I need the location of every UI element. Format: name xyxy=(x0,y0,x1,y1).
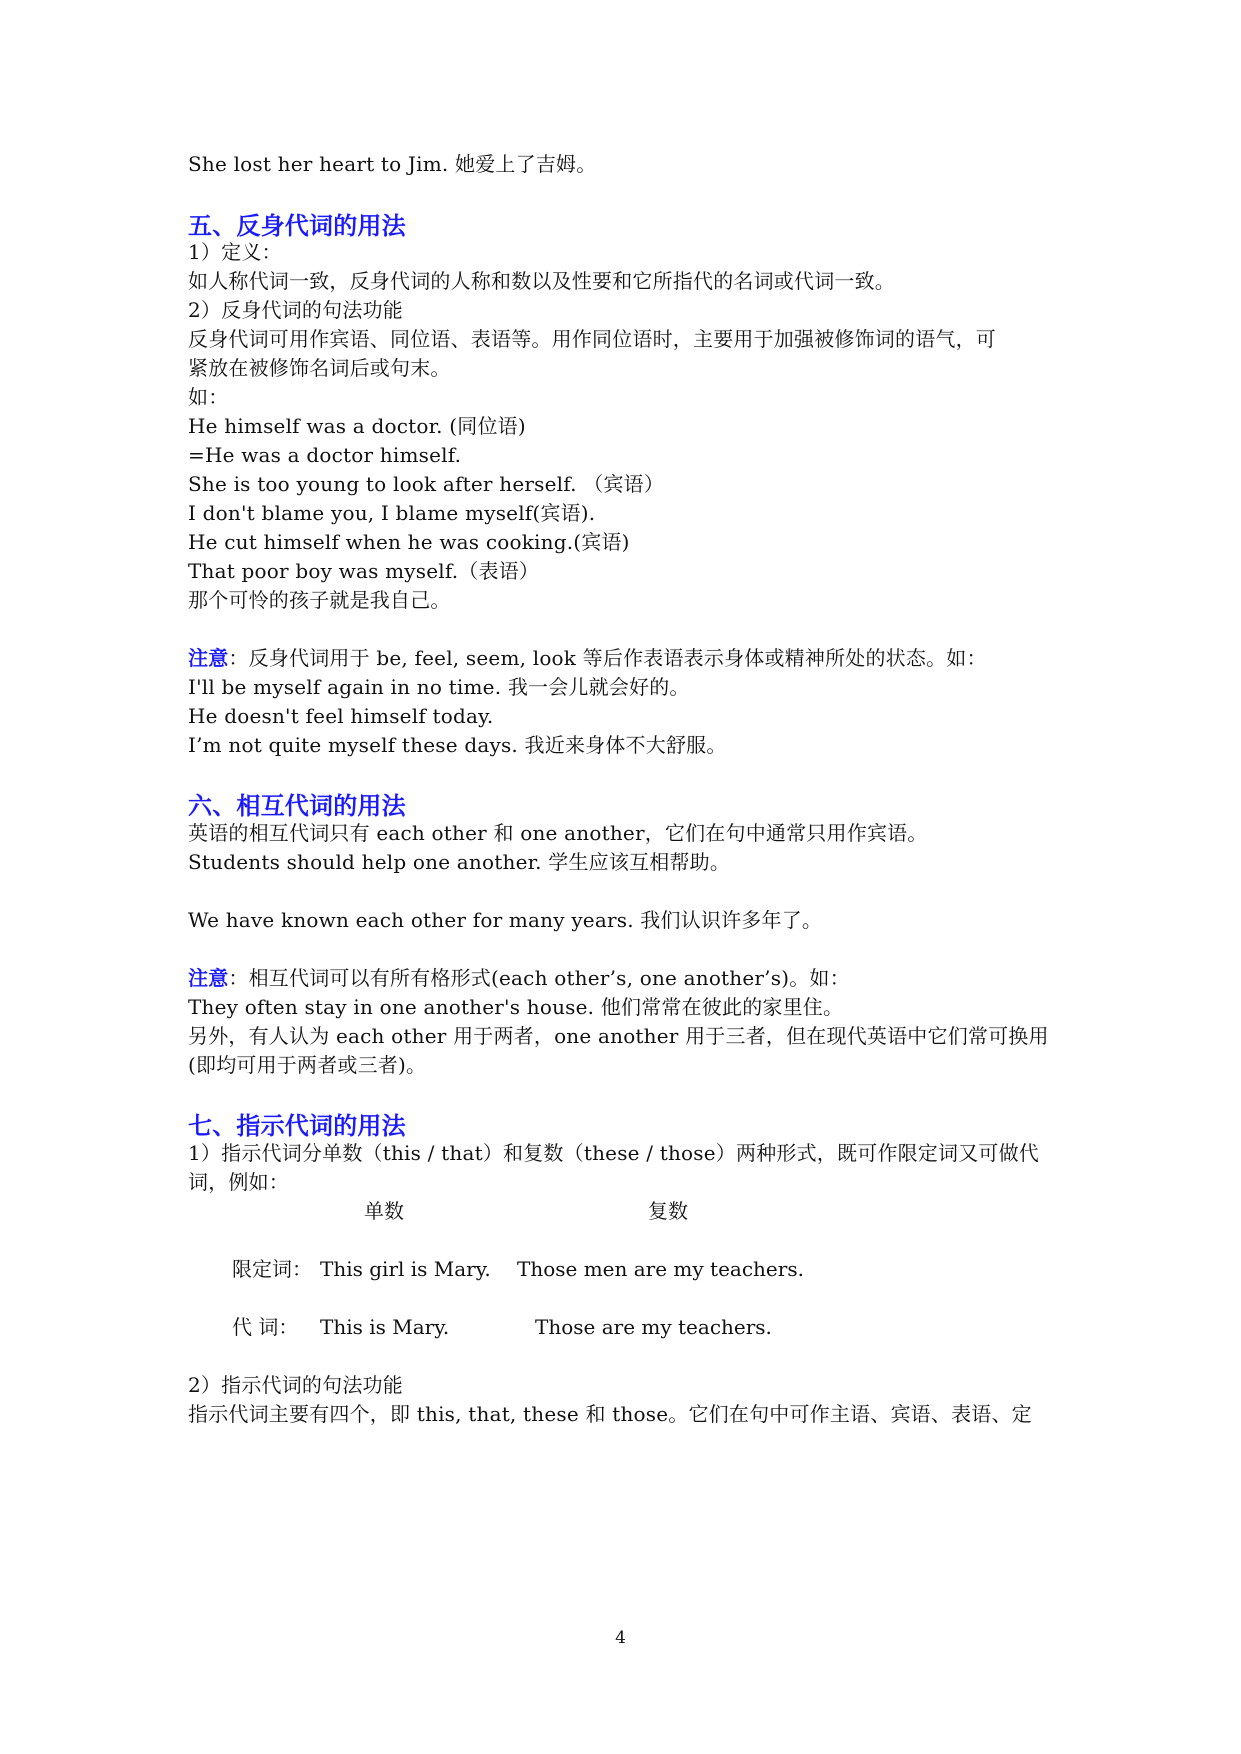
text-line: (即均可用于两者或三者)。 xyxy=(188,1053,427,1077)
text-line: 指示代词主要有四个，即 this, that, these 和 those。它们在句中可作主语、宾语、表语、定 xyxy=(188,1402,1032,1426)
cell-singular: This is Mary. xyxy=(320,1315,450,1339)
section-heading-demonstrative: 七、指示代词的用法 xyxy=(188,1112,406,1140)
text-line: 1）指示代词分单数（this / that）和复数（these / those）两种形式，既可作限定词又可做代 xyxy=(188,1141,1039,1165)
example-line: He himself was a doctor. (同位语) xyxy=(188,414,526,438)
section-heading-reflexive: 五、反身代词的用法 xyxy=(188,212,406,240)
page-number: 4 xyxy=(615,1628,626,1648)
note-text: ：反身代词用于 be, feel, seem, look 等后作表语表示身体或精神所处的状态。如： xyxy=(228,646,987,670)
column-header-plural: 复数 xyxy=(648,1199,688,1223)
example-line: They often stay in one another's house. 他们常常在彼此的家里住。 xyxy=(188,995,844,1019)
text-line: 反身代词可用作宾语、同位语、表语等。用作同位语时，主要用于加强被修饰词的语气，可 xyxy=(188,327,996,351)
example-line: That poor boy was myself.（表语） xyxy=(188,559,540,583)
text-line: 词，例如： xyxy=(188,1170,289,1194)
text-line: 2）反身代词的句法功能 xyxy=(188,298,403,322)
text-line: 紧放在被修饰名词后或句末。 xyxy=(188,356,451,380)
text-line: 另外，有人认为 each other 用于两者，one another 用于三者，但在现代英语中它们常可换用 xyxy=(188,1024,1049,1048)
example-line: He doesn't feel himself today. xyxy=(188,704,494,728)
row-label: 代 词： xyxy=(232,1315,299,1339)
cell-plural: Those are my teachers. xyxy=(535,1315,772,1339)
text-line: 英语的相互代词只有 each other 和 one another，它们在句中通常只用作宾语。 xyxy=(188,821,928,845)
example-line: He cut himself when he was cooking.(宾语) xyxy=(188,530,630,554)
note-text: ：相互代词可以有所有格形式(each other’s, one another’s)。如： xyxy=(228,966,850,990)
example-line: 那个可怜的孩子就是我自己。 xyxy=(188,588,451,612)
text-line: 2）指示代词的句法功能 xyxy=(188,1373,403,1397)
cell-plural: Those men are my teachers. xyxy=(517,1257,804,1281)
text-line: 如人称代词一致，反身代词的人称和数以及性要和它所指代的名词或代词一致。 xyxy=(188,269,895,293)
example-line: I don't blame you, I blame myself(宾语). xyxy=(188,501,596,525)
text-line: She lost her heart to Jim. 她爱上了吉姆。 xyxy=(188,152,597,176)
text-line: 如： xyxy=(188,385,229,409)
row-label: 限定词： xyxy=(232,1257,312,1281)
note-line xyxy=(188,645,987,671)
column-header-singular: 单数 xyxy=(364,1199,404,1223)
note-label: 注意 xyxy=(188,966,229,990)
example-line: We have known each other for many years. 我们认识许多年了。 xyxy=(188,908,823,932)
section-heading-reciprocal: 六、相互代词的用法 xyxy=(188,792,406,820)
note-line xyxy=(188,965,850,991)
cell-singular: This girl is Mary. xyxy=(320,1257,491,1281)
example-line: I'll be myself again in no time. 我一会儿就会好的。 xyxy=(188,675,690,699)
example-line: I’m not quite myself these days. 我近来身体不大舒服。 xyxy=(188,733,727,757)
example-line: =He was a doctor himself. xyxy=(188,443,462,467)
example-line: She is too young to look after herself. （宾语） xyxy=(188,472,665,496)
note-label: 注意 xyxy=(188,646,229,670)
example-line: Students should help one another. 学生应该互相帮助。 xyxy=(188,850,731,874)
text-line: 1）定义： xyxy=(188,240,282,264)
